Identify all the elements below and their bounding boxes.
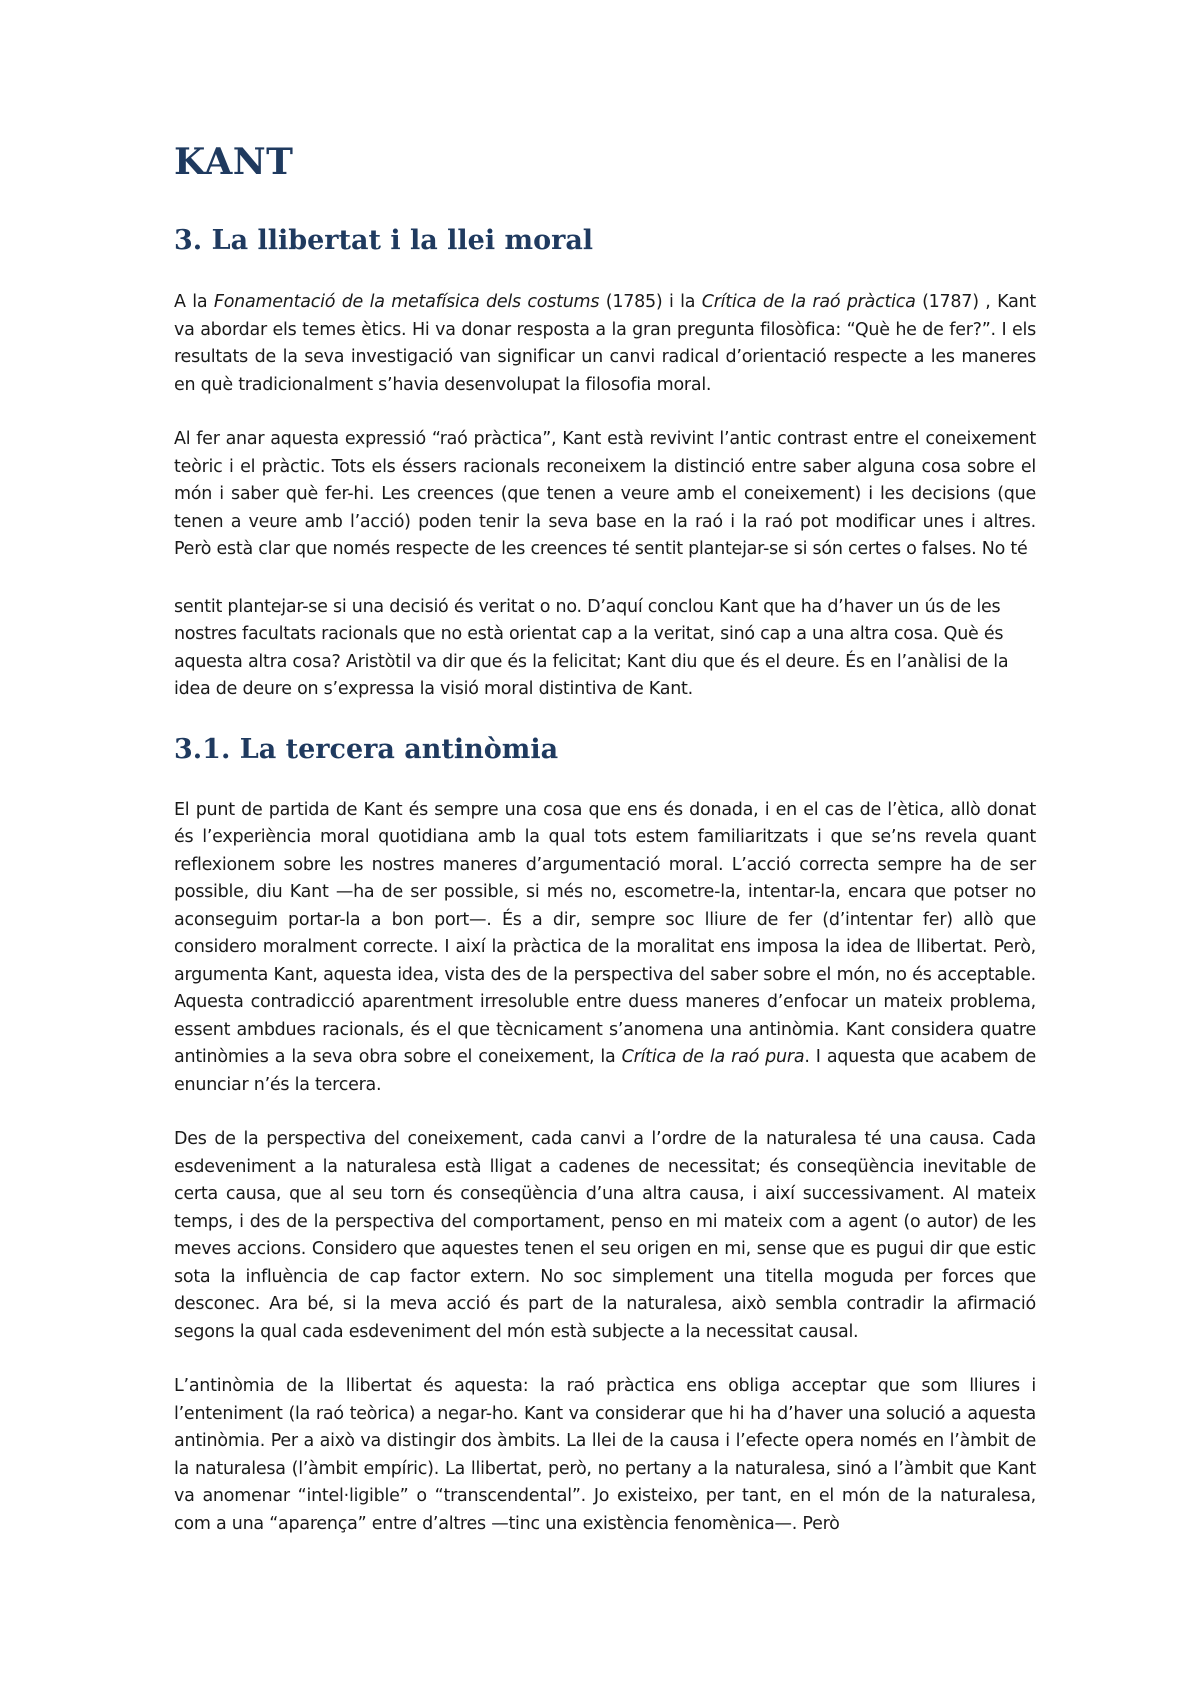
- book-title-fonamentacio: Fonamentació de la metafísica dels costums: [213, 292, 600, 312]
- paragraph-3-1-2: Des de la perspectiva del coneixement, cada canvi a l’ordre de la naturalesa té una causa. Cada esdeveniment a la naturalesa està lligat a cadenes de necessitat; és conseqüència inevitable de certa causa, que al seu torn és conseqüència d’una altra causa, i així successivament. Al mateix temps, i des de la perspectiva del comportament, penso en mi mateix com a agent (o autor) de les meves accions. Considero que aquestes tenen el seu origen en mi, sense que es pugui dir que estic sota la influència de cap factor extern. No soc simplement una titella moguda per forces que desconec. Ara bé, si la meva acció és part de la naturalesa, això sembla contradir la afirmació segons la qual cada esdeveniment del món està subjecte a la necessitat causal.: [174, 1129, 1036, 1342]
- paragraph-3-3: sentit plantejar-se si una decisió és veritat o no. D’aquí conclou Kant que ha d’haver un ús de les nostres facultats racionals que no està orientat cap a la veritat, sinó cap a una altra cosa. Què és aquesta altra cosa? Aristòtil va dir que és la felicitat; Kant diu que és el deure. És en l’anàlisi de la idea de deure on s’expressa la visió moral distintiva de Kant.: [174, 596, 1009, 699]
- section-heading-3-1: 3.1. La tercera antinòmia: [174, 733, 559, 765]
- section-heading-3: 3. La llibertat i la llei moral: [174, 225, 594, 256]
- paragraph-text: El punt de partida de Kant és sempre una cosa que ens és donada, i en el cas de l’ètica, allò donat és l’experiència moral quotidiana amb la qual tots estem familiaritzats i que se’ns revela quant reflexionem sobre les nostres maneres d’argumentació moral. L’acció correcta sempre ha de ser possible, diu Kant —ha de ser possible, si més no, escometre-la, intentar-la, encara que potser no aconseguim portar-la a bon port—. És a dir, sempre soc lliure de fer (d’intentar fer) allò que considero moralment correcte. I així la pràctica de la moralitat ens imposa la idea de llibertat. Però, argumenta Kant, aquesta idea, vista des de la perspectiva del saber sobre el món, no és acceptable. Aquesta contradicció aparentment irresoluble entre duess maneres d’enfocar un mateix problema, essent ambdues racionals, és el que tècnicament s’anomena una antinòmia. Kant considera quatre antinòmies a la seva obra sobre el coneixement, la: [174, 799, 1036, 1067]
- document-title: KANT: [174, 141, 294, 183]
- paragraph-text: A la: [174, 292, 214, 312]
- paragraph-3-1-1: [174, 797, 1036, 1100]
- paragraph-text: (1785) i la: [599, 292, 702, 312]
- paragraph-3-1-3: L’antinòmia de la llibertat és aquesta: la raó pràctica ens obliga acceptar que som lliures i l’enteniment (la raó teòrica) a negar-ho. Kant va considerar que hi ha d’haver una solució a aquesta antinòmia. Per a això va distingir dos àmbits. La llei de la causa i l’efecte opera només en l’àmbit de la naturalesa (l’àmbit empíric). La llibertat, però, no pertany a la naturalesa, sinó a l’àmbit que Kant va anomenar “intel·ligible” o “transcendental”. Jo existeixo, per tant, en el món de la naturalesa, com a una “aparença” entre d’altres —tinc una existència fenomènica—. Però: [174, 1376, 1036, 1534]
- paragraph-3-1: [174, 289, 1036, 399]
- paragraph-text: (1787) , Kant va abordar els temes ètics. Hi va donar resposta a la gran pregunta filosòfica: “Què he de fer?”. I els resultats de la seva investigació van significar un canvi radical d’orientació respecte a les maneres en què tradicionalment s’havia desenvolupat la filosofia moral.: [174, 292, 1037, 395]
- book-title-critica-raó-pura: Crítica de la raó pura: [621, 1047, 805, 1067]
- paragraph-text: . I aquesta que acabem de enunciar n’és la tercera.: [174, 1047, 1037, 1095]
- book-title-critica-raó-practica: Crítica de la raó pràctica: [701, 292, 916, 312]
- document-content: [174, 140, 1036, 1538]
- paragraph-3-2: Al fer anar aquesta expressió “raó pràctica”, Kant està revivint l’antic contrast entre el coneixement teòric i el pràctic. Tots els éssers racionals reconeixem la distinció entre saber alguna cosa sobre el món i saber què fer-hi. Les creences (que tenen a veure amb el coneixement) i les decisions (que tenen a veure amb l’acció) poden tenir la seva base en la raó i la raó pot modificar unes i altres. Però està clar que només respecte de les creences té sentit plantejar-se si són certes o falses. No té: [174, 429, 1036, 559]
